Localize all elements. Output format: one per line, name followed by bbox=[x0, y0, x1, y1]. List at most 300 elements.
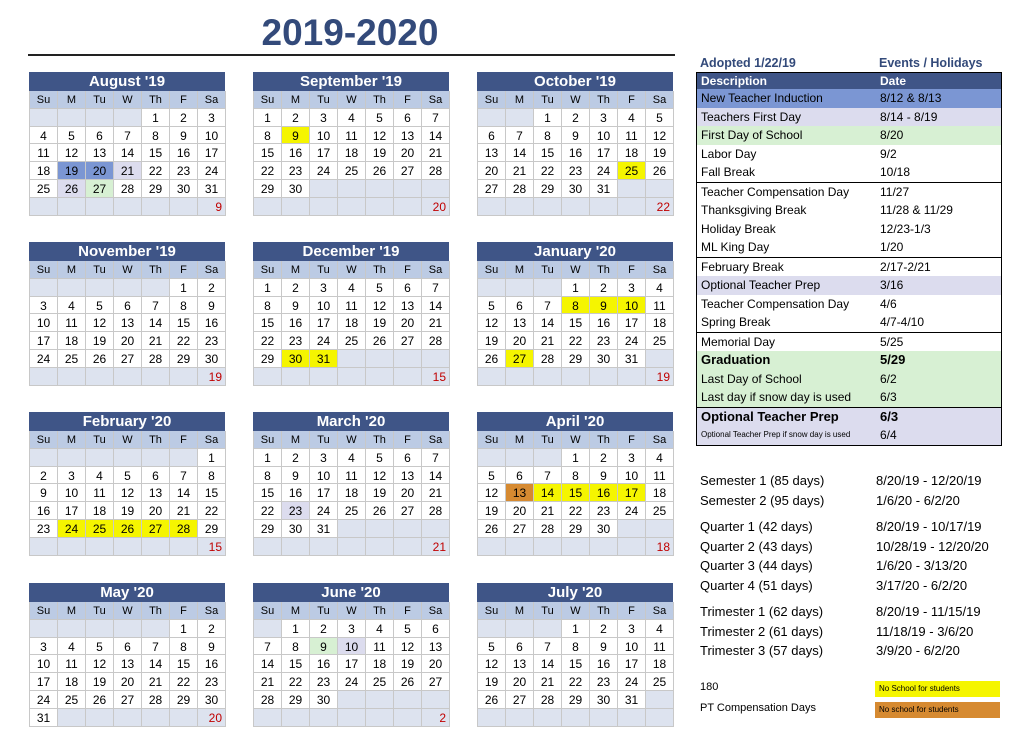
empty-cell bbox=[394, 180, 422, 198]
day-cell: 14 bbox=[422, 297, 450, 315]
day-cell: 20 bbox=[506, 332, 534, 350]
day-cell: 9 bbox=[590, 467, 618, 485]
day-cell: 22 bbox=[254, 162, 282, 180]
weekday-label: W bbox=[338, 431, 366, 449]
month-title: August '19 bbox=[29, 72, 225, 91]
day-cell: 28 bbox=[422, 502, 450, 520]
empty-cell bbox=[478, 709, 506, 727]
day-cell: 28 bbox=[142, 350, 170, 368]
empty-cell bbox=[478, 368, 506, 386]
day-cell: 13 bbox=[394, 127, 422, 145]
day-cell: 15 bbox=[534, 144, 562, 162]
day-count: 22 bbox=[646, 198, 674, 216]
day-cell: 8 bbox=[198, 467, 226, 485]
day-cell: 26 bbox=[86, 691, 114, 709]
day-cell: 31 bbox=[310, 350, 338, 368]
day-cell: 9 bbox=[590, 638, 618, 656]
term-range: 8/20/19 - 12/20/19 bbox=[876, 473, 982, 488]
day-cell: 31 bbox=[590, 180, 618, 198]
day-cell: 2 bbox=[282, 449, 310, 467]
weekday-label: M bbox=[282, 602, 310, 620]
day-cell: 1 bbox=[254, 109, 282, 127]
empty-cell bbox=[506, 449, 534, 467]
day-cell: 22 bbox=[170, 673, 198, 691]
events-table bbox=[696, 72, 1002, 446]
day-cell: 22 bbox=[562, 673, 590, 691]
day-cell: 8 bbox=[534, 127, 562, 145]
day-cell: 10 bbox=[618, 297, 646, 315]
month-calendar bbox=[29, 72, 225, 216]
event-description: Fall Break bbox=[701, 165, 756, 179]
empty-cell bbox=[618, 180, 646, 198]
month-title: March '20 bbox=[253, 412, 449, 431]
day-cell: 25 bbox=[30, 180, 58, 198]
empty-cell bbox=[590, 538, 618, 556]
day-cell: 8 bbox=[562, 297, 590, 315]
empty-cell bbox=[590, 709, 618, 727]
empty-cell bbox=[30, 368, 58, 386]
weekday-label: M bbox=[506, 602, 534, 620]
day-cell: 5 bbox=[366, 109, 394, 127]
day-cell: 2 bbox=[562, 109, 590, 127]
day-cell: 14 bbox=[254, 655, 282, 673]
day-cell: 16 bbox=[198, 655, 226, 673]
day-cell: 3 bbox=[310, 449, 338, 467]
empty-cell bbox=[562, 538, 590, 556]
event-row bbox=[697, 332, 1001, 352]
day-cell: 8 bbox=[170, 638, 198, 656]
day-cell: 2 bbox=[198, 620, 226, 638]
empty-cell bbox=[254, 368, 282, 386]
empty-cell bbox=[506, 620, 534, 638]
day-cell: 17 bbox=[618, 655, 646, 673]
day-cell: 19 bbox=[86, 673, 114, 691]
day-cell: 20 bbox=[394, 484, 422, 502]
day-cell: 3 bbox=[198, 109, 226, 127]
weekday-label: Th bbox=[366, 261, 394, 279]
day-cell: 1 bbox=[534, 109, 562, 127]
term-row bbox=[700, 493, 1010, 513]
day-cell: 29 bbox=[562, 350, 590, 368]
weekday-label: M bbox=[282, 431, 310, 449]
empty-cell bbox=[590, 368, 618, 386]
day-cell: 16 bbox=[590, 314, 618, 332]
month-calendar bbox=[477, 412, 673, 556]
day-cell: 31 bbox=[198, 180, 226, 198]
day-cell: 25 bbox=[366, 673, 394, 691]
event-date: 2/17-2/21 bbox=[880, 259, 931, 274]
weekday-label: W bbox=[338, 602, 366, 620]
day-cell: 14 bbox=[506, 144, 534, 162]
event-date: 3/16 bbox=[880, 278, 904, 292]
day-cell: 4 bbox=[646, 449, 674, 467]
term-name: Quarter 2 (43 days) bbox=[700, 538, 813, 554]
day-cell: 19 bbox=[114, 502, 142, 520]
day-cell: 8 bbox=[562, 467, 590, 485]
day-cell: 13 bbox=[114, 314, 142, 332]
empty-cell bbox=[590, 198, 618, 216]
weekday-label: Tu bbox=[310, 91, 338, 109]
day-cell: 8 bbox=[170, 297, 198, 315]
day-cell: 15 bbox=[562, 314, 590, 332]
day-cell: 6 bbox=[394, 449, 422, 467]
term-range: 8/20/19 - 11/15/19 bbox=[876, 604, 981, 619]
day-cell: 24 bbox=[310, 502, 338, 520]
day-cell: 10 bbox=[590, 127, 618, 145]
day-cell: 16 bbox=[282, 314, 310, 332]
day-count: 20 bbox=[422, 198, 450, 216]
day-cell: 23 bbox=[282, 162, 310, 180]
empty-cell bbox=[534, 279, 562, 297]
day-cell: 19 bbox=[86, 332, 114, 350]
empty-cell bbox=[506, 109, 534, 127]
empty-cell bbox=[142, 198, 170, 216]
weekday-label: W bbox=[562, 602, 590, 620]
day-cell: 15 bbox=[562, 484, 590, 502]
day-cell: 16 bbox=[590, 655, 618, 673]
day-cell: 24 bbox=[618, 332, 646, 350]
day-cell: 31 bbox=[618, 691, 646, 709]
empty-cell bbox=[142, 620, 170, 638]
day-cell: 2 bbox=[170, 109, 198, 127]
empty-cell bbox=[86, 198, 114, 216]
day-cell: 30 bbox=[562, 180, 590, 198]
event-description: First Day of School bbox=[701, 128, 803, 142]
weekday-label: Th bbox=[590, 261, 618, 279]
day-cell: 13 bbox=[422, 638, 450, 656]
day-cell: 3 bbox=[338, 620, 366, 638]
empty-cell bbox=[618, 709, 646, 727]
day-cell: 8 bbox=[142, 127, 170, 145]
weekday-label: Tu bbox=[86, 261, 114, 279]
day-cell: 22 bbox=[562, 502, 590, 520]
day-cell: 21 bbox=[254, 673, 282, 691]
day-cell: 18 bbox=[30, 162, 58, 180]
day-cell: 27 bbox=[394, 162, 422, 180]
month-calendar bbox=[29, 242, 225, 386]
event-row bbox=[697, 351, 1001, 370]
day-cell: 21 bbox=[534, 502, 562, 520]
day-cell: 21 bbox=[422, 484, 450, 502]
day-cell: 17 bbox=[310, 484, 338, 502]
day-cell: 12 bbox=[478, 655, 506, 673]
day-cell: 25 bbox=[338, 162, 366, 180]
empty-cell bbox=[534, 709, 562, 727]
event-description: Optional Teacher Prep if snow day is used bbox=[701, 430, 851, 439]
day-cell: 24 bbox=[30, 691, 58, 709]
day-cell: 10 bbox=[618, 638, 646, 656]
day-cell: 14 bbox=[142, 314, 170, 332]
day-cell: 28 bbox=[142, 691, 170, 709]
day-cell: 10 bbox=[618, 467, 646, 485]
day-cell: 19 bbox=[58, 162, 86, 180]
legend-label: 180 bbox=[700, 681, 719, 693]
day-cell: 10 bbox=[198, 127, 226, 145]
day-cell: 30 bbox=[310, 691, 338, 709]
empty-cell bbox=[422, 180, 450, 198]
day-count: 2 bbox=[422, 709, 450, 727]
weekday-label: M bbox=[506, 261, 534, 279]
empty-cell bbox=[338, 368, 366, 386]
weekday-label: F bbox=[170, 91, 198, 109]
empty-cell bbox=[562, 709, 590, 727]
event-row bbox=[697, 295, 1001, 314]
empty-cell bbox=[394, 350, 422, 368]
day-cell: 3 bbox=[618, 620, 646, 638]
day-cell: 19 bbox=[478, 673, 506, 691]
empty-cell bbox=[618, 520, 646, 538]
day-cell: 30 bbox=[198, 350, 226, 368]
weekday-label: M bbox=[58, 602, 86, 620]
weekday-label: F bbox=[170, 431, 198, 449]
day-cell: 5 bbox=[86, 297, 114, 315]
term-name: Trimester 3 (57 days) bbox=[700, 643, 824, 658]
weekday-label: Sa bbox=[646, 261, 674, 279]
day-cell: 14 bbox=[534, 314, 562, 332]
day-cell: 25 bbox=[86, 520, 114, 538]
empty-cell bbox=[58, 109, 86, 127]
day-cell: 17 bbox=[198, 144, 226, 162]
day-cell: 9 bbox=[590, 297, 618, 315]
day-cell: 12 bbox=[86, 655, 114, 673]
empty-cell bbox=[478, 538, 506, 556]
weekday-label: Su bbox=[254, 431, 282, 449]
day-cell: 18 bbox=[646, 484, 674, 502]
day-cell: 23 bbox=[282, 502, 310, 520]
weekday-label: Tu bbox=[534, 261, 562, 279]
event-date: 8/20 bbox=[880, 128, 904, 142]
event-date: 12/23-1/3 bbox=[880, 221, 931, 236]
day-cell: 7 bbox=[534, 467, 562, 485]
day-cell: 21 bbox=[114, 162, 142, 180]
weekday-label: Su bbox=[30, 91, 58, 109]
event-description: Last day if snow day is used bbox=[701, 390, 852, 404]
day-cell: 31 bbox=[310, 520, 338, 538]
day-cell: 2 bbox=[590, 279, 618, 297]
empty-cell bbox=[310, 709, 338, 727]
event-date: 9/2 bbox=[880, 146, 897, 161]
empty-cell bbox=[142, 449, 170, 467]
day-cell: 5 bbox=[366, 449, 394, 467]
weekday-label: Sa bbox=[422, 261, 450, 279]
day-cell: 24 bbox=[618, 673, 646, 691]
day-cell: 4 bbox=[338, 279, 366, 297]
day-cell: 11 bbox=[86, 484, 114, 502]
empty-cell bbox=[114, 449, 142, 467]
weekday-label: Tu bbox=[534, 431, 562, 449]
day-cell: 10 bbox=[310, 467, 338, 485]
day-cell: 27 bbox=[422, 673, 450, 691]
empty-cell bbox=[310, 368, 338, 386]
day-cell: 4 bbox=[646, 279, 674, 297]
day-cell: 13 bbox=[142, 484, 170, 502]
empty-cell bbox=[366, 709, 394, 727]
empty-cell bbox=[310, 538, 338, 556]
empty-cell bbox=[394, 368, 422, 386]
event-row bbox=[697, 182, 1001, 202]
term-name: Semester 2 (95 days) bbox=[700, 492, 825, 508]
day-cell: 23 bbox=[198, 673, 226, 691]
day-cell: 15 bbox=[142, 144, 170, 162]
weekday-label: F bbox=[618, 431, 646, 449]
day-cell: 23 bbox=[590, 502, 618, 520]
day-cell: 9 bbox=[562, 127, 590, 145]
day-cell: 29 bbox=[534, 180, 562, 198]
day-cell: 11 bbox=[338, 297, 366, 315]
day-cell: 18 bbox=[86, 502, 114, 520]
weekday-label: Sa bbox=[646, 602, 674, 620]
day-cell: 25 bbox=[338, 332, 366, 350]
weekday-label: W bbox=[114, 261, 142, 279]
empty-cell bbox=[254, 538, 282, 556]
day-cell: 9 bbox=[282, 297, 310, 315]
empty-cell bbox=[338, 709, 366, 727]
day-cell: 7 bbox=[170, 467, 198, 485]
event-date: 6/4 bbox=[880, 428, 897, 442]
term-row bbox=[700, 558, 1010, 578]
weekday-label: Th bbox=[142, 602, 170, 620]
day-cell: 18 bbox=[618, 144, 646, 162]
day-cell: 1 bbox=[562, 620, 590, 638]
empty-cell bbox=[618, 368, 646, 386]
day-count: 9 bbox=[198, 198, 226, 216]
day-cell: 12 bbox=[58, 144, 86, 162]
day-cell: 30 bbox=[590, 350, 618, 368]
empty-cell bbox=[394, 520, 422, 538]
empty-cell bbox=[58, 449, 86, 467]
day-cell: 5 bbox=[58, 127, 86, 145]
month-title: June '20 bbox=[253, 583, 449, 602]
day-cell: 24 bbox=[310, 332, 338, 350]
day-cell: 7 bbox=[142, 297, 170, 315]
day-cell: 7 bbox=[422, 109, 450, 127]
day-cell: 22 bbox=[534, 162, 562, 180]
day-cell: 2 bbox=[590, 620, 618, 638]
day-cell: 29 bbox=[198, 520, 226, 538]
day-cell: 14 bbox=[114, 144, 142, 162]
term-row bbox=[700, 624, 1010, 644]
events-table-header bbox=[697, 73, 1001, 89]
day-cell: 25 bbox=[58, 350, 86, 368]
day-cell: 24 bbox=[338, 673, 366, 691]
weekday-label: Sa bbox=[198, 91, 226, 109]
empty-cell bbox=[338, 520, 366, 538]
empty-cell bbox=[618, 538, 646, 556]
day-cell: 17 bbox=[30, 673, 58, 691]
term-range: 3/17/20 - 6/2/20 bbox=[876, 577, 968, 593]
day-cell: 18 bbox=[338, 314, 366, 332]
day-cell: 29 bbox=[170, 691, 198, 709]
weekday-label: W bbox=[338, 261, 366, 279]
month-title: January '20 bbox=[477, 242, 673, 261]
empty-cell bbox=[30, 449, 58, 467]
weekday-label: Su bbox=[478, 602, 506, 620]
day-cell: 10 bbox=[310, 297, 338, 315]
empty-cell bbox=[30, 198, 58, 216]
day-cell: 28 bbox=[422, 332, 450, 350]
event-description: Labor Day bbox=[701, 146, 757, 161]
empty-cell bbox=[310, 198, 338, 216]
day-cell: 1 bbox=[198, 449, 226, 467]
day-cell: 15 bbox=[170, 314, 198, 332]
day-cell: 28 bbox=[534, 520, 562, 538]
day-cell: 13 bbox=[478, 144, 506, 162]
day-count: 15 bbox=[198, 538, 226, 556]
weekday-label: Su bbox=[30, 261, 58, 279]
event-date: 5/25 bbox=[880, 334, 904, 349]
day-cell: 27 bbox=[394, 332, 422, 350]
empty-cell bbox=[86, 368, 114, 386]
day-cell: 26 bbox=[366, 332, 394, 350]
empty-cell bbox=[58, 279, 86, 297]
day-cell: 3 bbox=[30, 638, 58, 656]
term-range: 3/9/20 - 6/2/20 bbox=[876, 643, 960, 658]
month-calendar bbox=[477, 583, 673, 727]
day-cell: 29 bbox=[562, 691, 590, 709]
event-row bbox=[697, 276, 1001, 295]
weekday-label: Su bbox=[254, 261, 282, 279]
empty-cell bbox=[646, 520, 674, 538]
day-cell: 15 bbox=[198, 484, 226, 502]
day-count: 19 bbox=[646, 368, 674, 386]
day-cell: 5 bbox=[86, 638, 114, 656]
day-cell: 24 bbox=[30, 350, 58, 368]
empty-cell bbox=[338, 180, 366, 198]
weekday-label: W bbox=[562, 261, 590, 279]
weekday-label: Su bbox=[30, 431, 58, 449]
day-cell: 27 bbox=[142, 520, 170, 538]
event-description: Graduation bbox=[701, 352, 771, 367]
day-cell: 11 bbox=[646, 467, 674, 485]
empty-cell bbox=[534, 368, 562, 386]
day-cell: 23 bbox=[282, 332, 310, 350]
day-cell: 6 bbox=[114, 297, 142, 315]
day-cell: 2 bbox=[30, 467, 58, 485]
day-cell: 16 bbox=[282, 144, 310, 162]
term-name: Quarter 1 (42 days) bbox=[700, 519, 813, 534]
day-cell: 5 bbox=[114, 467, 142, 485]
day-cell: 16 bbox=[30, 502, 58, 520]
day-cell: 20 bbox=[478, 162, 506, 180]
day-count: 20 bbox=[198, 709, 226, 727]
day-cell: 18 bbox=[58, 332, 86, 350]
day-cell: 14 bbox=[422, 127, 450, 145]
event-row bbox=[697, 238, 1001, 257]
empty-cell bbox=[30, 538, 58, 556]
event-description: Optional Teacher Prep bbox=[701, 408, 839, 424]
legend-label: PT Compensation Days bbox=[700, 702, 816, 714]
event-description: Holiday Break bbox=[701, 221, 776, 236]
term-range: 11/18/19 - 3/6/20 bbox=[876, 623, 974, 639]
day-cell: 26 bbox=[114, 520, 142, 538]
day-cell: 27 bbox=[478, 180, 506, 198]
empty-cell bbox=[170, 368, 198, 386]
empty-cell bbox=[366, 691, 394, 709]
day-cell: 12 bbox=[366, 297, 394, 315]
day-cell: 24 bbox=[590, 162, 618, 180]
day-cell: 12 bbox=[366, 467, 394, 485]
term-name: Quarter 4 (51 days) bbox=[700, 577, 813, 593]
weekday-label: W bbox=[562, 91, 590, 109]
event-row bbox=[697, 89, 1001, 108]
empty-cell bbox=[114, 538, 142, 556]
empty-cell bbox=[254, 620, 282, 638]
month-calendar bbox=[253, 242, 449, 386]
empty-cell bbox=[338, 538, 366, 556]
day-cell: 25 bbox=[58, 691, 86, 709]
weekday-label: Sa bbox=[198, 431, 226, 449]
day-cell: 19 bbox=[478, 332, 506, 350]
